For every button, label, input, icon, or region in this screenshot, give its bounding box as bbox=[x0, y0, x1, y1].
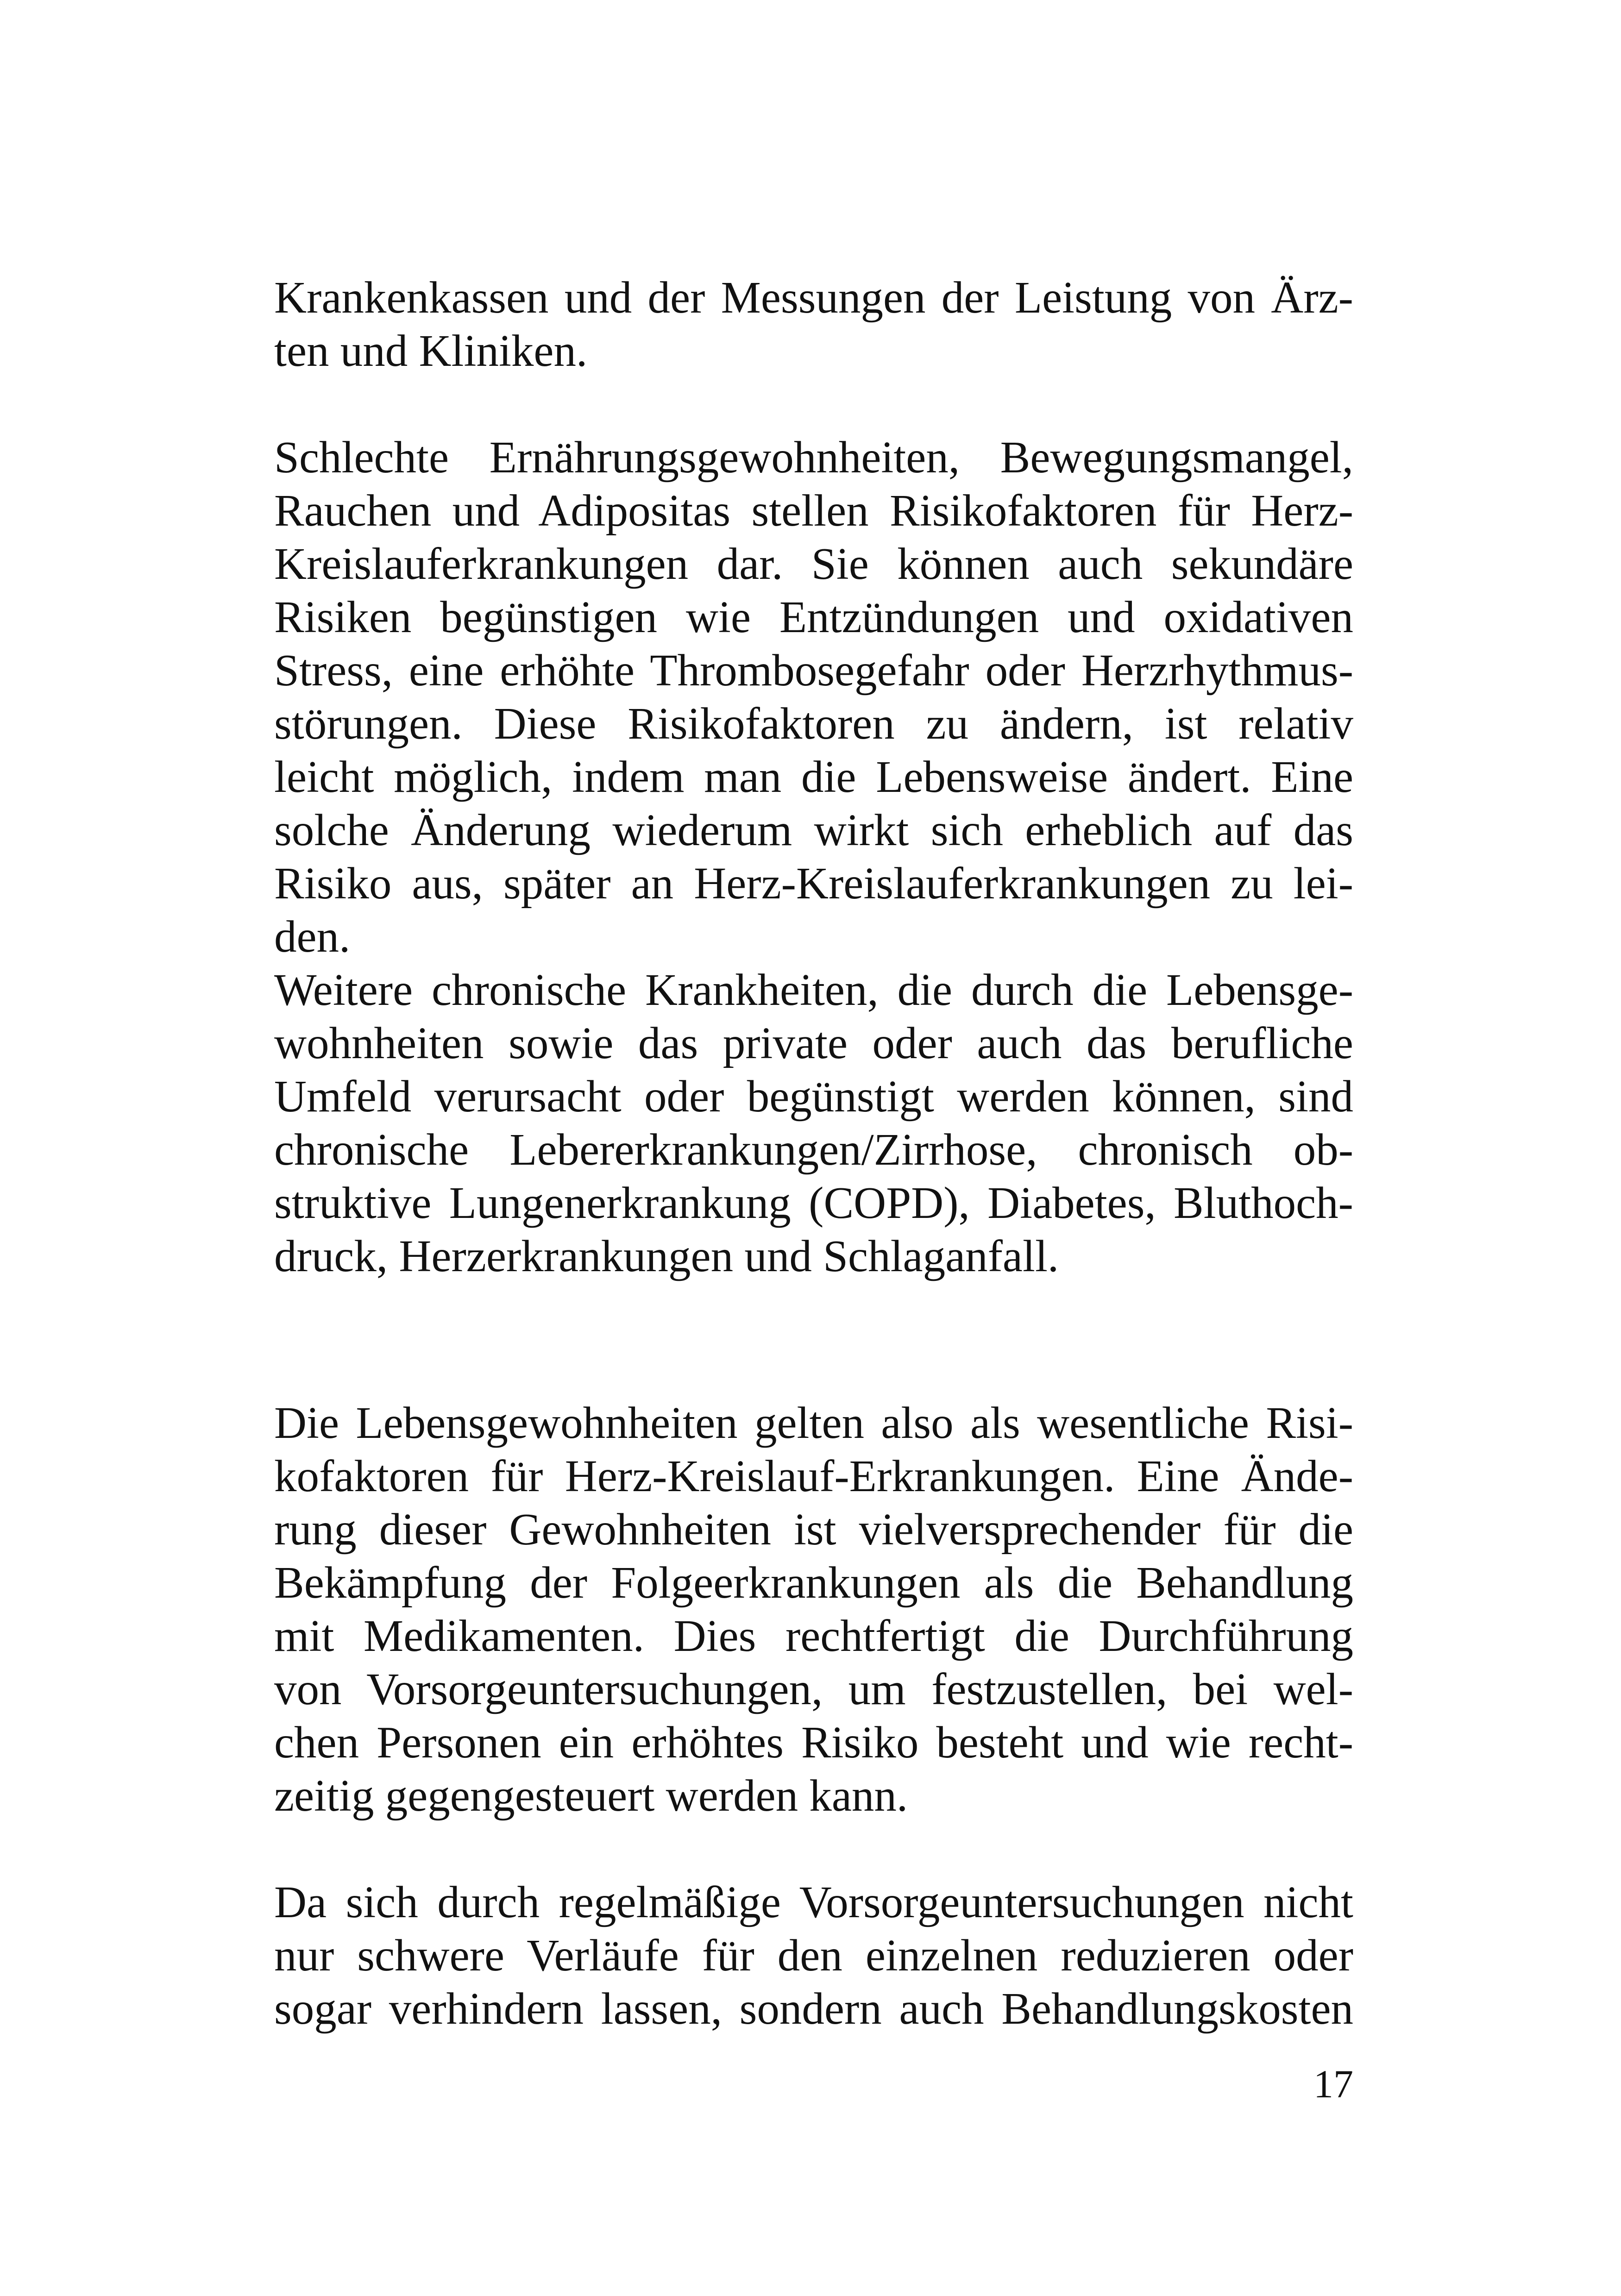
text-line: Weitere chronische Krankheiten, die durch die Lebensge- bbox=[274, 965, 1353, 1015]
text-line: struktive Lungenerkrankung (COPD), Diabetes, Bluthoch- bbox=[274, 1178, 1353, 1228]
text-line: Krankenkassen und der Messungen der Leistung von Ärz- bbox=[274, 273, 1353, 322]
page-number: 17 bbox=[1313, 2062, 1353, 2106]
text-line: nur schwere Verläufe für den einzelnen reduzieren oder bbox=[274, 1931, 1353, 1980]
text-line: Risiko aus, später an Herz-Kreislauferkrankungen zu lei- bbox=[274, 859, 1353, 908]
text-line: Die Lebensgewohnheiten gelten also als wesentliche Risi- bbox=[274, 1398, 1353, 1448]
text-line: leicht möglich, indem man die Lebensweise ändert. Eine bbox=[274, 752, 1353, 802]
text-line: Kreislauferkrankungen dar. Sie können auch sekundäre bbox=[274, 539, 1353, 589]
paragraph-5 bbox=[274, 1876, 1353, 2035]
text-line: kofaktoren für Herz-Kreislauf-Erkrankungen. Eine Ände- bbox=[274, 1451, 1353, 1501]
text-line: zeitig gegengesteuert werden kann. bbox=[274, 1771, 908, 1820]
paragraph-1 bbox=[274, 271, 1353, 377]
text-line: solche Änderung wiederum wirkt sich erheblich auf das bbox=[274, 805, 1353, 855]
text-line: Da sich durch regelmäßige Vorsorgeuntersuchungen nicht bbox=[274, 1877, 1353, 1927]
text-line: Risiken begünstigen wie Entzündungen und oxidativen bbox=[274, 592, 1353, 642]
text-line: von Vorsorgeuntersuchungen, um festzustellen, bei wel- bbox=[274, 1664, 1353, 1714]
text-line: chronische Lebererkrankungen/Zirrhose, chronisch ob- bbox=[274, 1125, 1353, 1174]
text-line: chen Personen ein erhöhtes Risiko besteht und wie recht- bbox=[274, 1718, 1353, 1767]
paragraph-4 bbox=[274, 1396, 1353, 1822]
text-line: Schlechte Ernährungsgewohnheiten, Bewegungsmangel, bbox=[274, 433, 1353, 482]
text-line: druck, Herzerkrankungen und Schlaganfall. bbox=[274, 1231, 1059, 1281]
text-line: ten und Kliniken. bbox=[274, 326, 588, 376]
text-line: den. bbox=[274, 912, 351, 961]
text-line: sogar verhindern lassen, sondern auch Behandlungskosten bbox=[274, 1984, 1353, 2033]
text-line: Stress, eine erhöhte Thrombosegefahr oder Herzrhythmus- bbox=[274, 646, 1353, 695]
text-line: störungen. Diese Risikofaktoren zu ändern, ist relativ bbox=[274, 699, 1353, 748]
text-line: rung dieser Gewohnheiten ist vielversprechender für die bbox=[274, 1505, 1353, 1554]
text-line: wohnheiten sowie das private oder auch das berufliche bbox=[274, 1018, 1353, 1068]
text-line: Umfeld verursacht oder begünstigt werden können, sind bbox=[274, 1072, 1353, 1121]
paragraph-3 bbox=[274, 963, 1353, 1283]
text-line: Bekämpfung der Folgeerkrankungen als die Behandlung bbox=[274, 1558, 1353, 1607]
text-line: mit Medikamenten. Dies rechtfertigt die Durchführung bbox=[274, 1611, 1353, 1661]
paragraph-2 bbox=[274, 431, 1353, 963]
text-line: Rauchen und Adipositas stellen Risikofaktoren für Herz- bbox=[274, 486, 1353, 535]
